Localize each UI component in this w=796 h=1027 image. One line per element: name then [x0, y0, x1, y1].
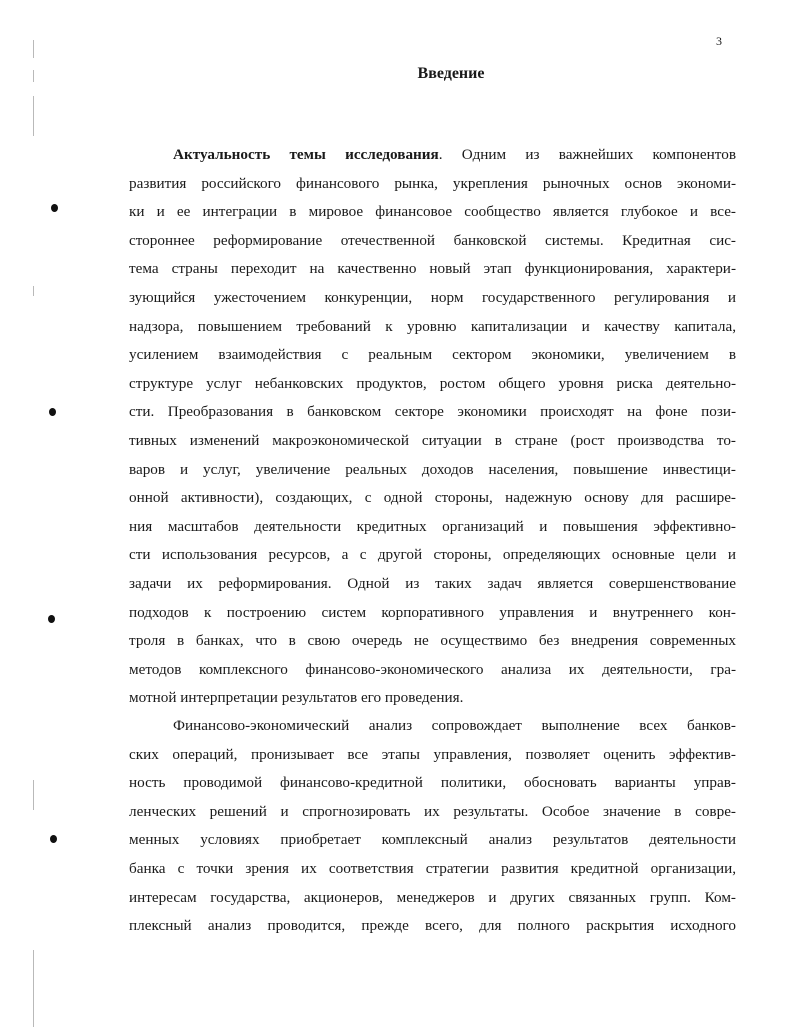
- text-line: структуре услуг небанковских продуктов, ростом общего уровня риска деятельно-: [129, 374, 736, 392]
- text-line: надзора, повышением требований к уровню капитализации и качеству капитала,: [129, 317, 736, 335]
- text-line: тема страны переходит на качественно новый этап функционирования, характери-: [129, 260, 736, 278]
- text-line: зующийся ужесточением конкуренции, норм государственного регулирования и: [129, 289, 736, 306]
- scan-margin-line: [33, 950, 34, 1027]
- text-line: мотной интерпретации результатов его проведения.: [129, 689, 464, 707]
- text-line: стороннее реформирование отечественной банковской системы. Кредитная сис-: [129, 231, 736, 249]
- punch-hole-mark: [51, 204, 58, 212]
- text-line: варов и услуг, увеличение реальных доходов населения, повышение инвестици-: [129, 460, 736, 478]
- scan-margin-line: [33, 96, 34, 136]
- text-line: ность проводимой финансово-кредитной политики, обосновать варианты управ-: [129, 774, 736, 792]
- text-line: плексный анализ проводится, прежде всего, для полного раскрытия исходного: [129, 917, 736, 935]
- text-line: подходов к построению систем корпоративного управления и внутреннего кон-: [129, 603, 736, 621]
- punch-hole-mark: [50, 835, 57, 843]
- text-line: менных условиях приобретает комплексный анализ результатов деятельности: [129, 831, 736, 849]
- text-line: троля в банках, что в свою очередь не осуществимо без внедрения современных: [129, 632, 736, 650]
- text-line: банка с точки зрения их соответствия стратегии развития кредитной организации,: [129, 860, 736, 877]
- page-number: 3: [716, 34, 722, 48]
- text-line: ки и ее интеграции в мировое финансовое сообщество является глубокое и все-: [129, 203, 736, 221]
- text-line: сти использования ресурсов, а с другой стороны, определяющих основные цели и: [129, 546, 736, 564]
- text-line: интересам государства, акционеров, менеджеров и других связанных групп. Ком-: [129, 888, 736, 906]
- scan-margin-line: [33, 40, 34, 58]
- text-line-rest: . Одним из важнейших компонентов: [438, 146, 736, 163]
- text-line: ленческих решений и спрогнозировать их результаты. Особое значение в совре-: [129, 802, 736, 820]
- text-line: Финансово-экономический анализ сопровождает выполнение всех банков-: [173, 717, 736, 734]
- punch-hole-mark: [49, 408, 56, 416]
- section-heading: Введение: [417, 65, 485, 82]
- text-line: тивных изменений макроэкономической ситуации в стране (рост производства то-: [129, 432, 736, 449]
- scan-margin-line: [33, 780, 34, 810]
- text-line: методов комплексного финансово-экономического анализа их деятельности, гра-: [129, 660, 736, 678]
- text-line: ских операций, пронизывает все этапы управления, позволяет оценить эффектив-: [129, 745, 736, 763]
- text-line: онной активности), создающих, с одной стороны, надежную основу для расшире-: [129, 489, 736, 507]
- text-line: ния масштабов деятельности кредитных организаций и повышения эффективно-: [129, 517, 736, 535]
- text-line: усилением взаимодействия с реальным сектором экономики, увеличением в: [129, 346, 736, 364]
- text-line: развития российского финансового рынка, укрепления рыночных основ экономи-: [129, 174, 736, 192]
- text-line: [173, 145, 736, 165]
- punch-hole-mark: [48, 615, 55, 623]
- scan-margin-line: [33, 286, 34, 296]
- text-line: сти. Преобразования в банковском секторе экономики происходят на фоне пози-: [129, 403, 736, 421]
- text-line: задачи их реформирования. Одной из таких задач является совершенствование: [129, 575, 736, 592]
- lead-bold-phrase: Актуальность темы исследования: [173, 146, 439, 163]
